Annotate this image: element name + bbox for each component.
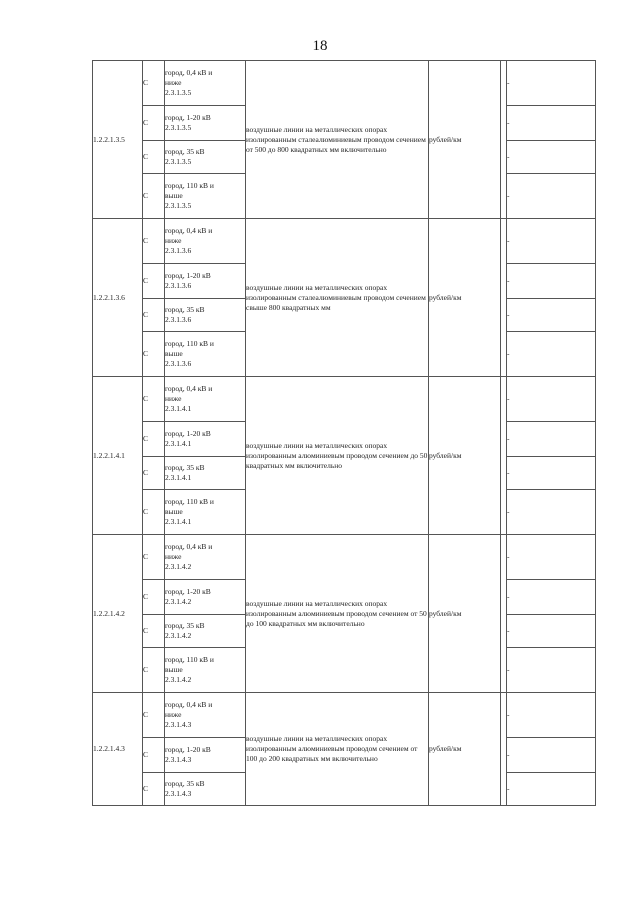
voltage-level-line: 2.3.1.3.6 <box>165 281 192 290</box>
rate-value: - <box>507 535 596 580</box>
line-description: воздушные линии на металлических опорах изолированным алюминиевым проводом сечением от 50 до 100 квадратных мм включительно <box>246 535 429 693</box>
rate-value: - <box>507 106 596 141</box>
voltage-level-line: город, 1-20 кВ <box>165 745 211 754</box>
table-row <box>93 693 596 738</box>
voltage-level-line: 2.3.1.3.5 <box>165 123 192 132</box>
line-description: воздушные линии на металлических опорах изолированным алюминиевым проводом сечением от 100 до 200 квадратных мм включительно <box>246 693 429 806</box>
line-description: воздушные линии на металлических опорах изолированным алюминиевым проводом сечением до 50 квадратных мм включительно <box>246 377 429 535</box>
table-row <box>93 61 596 106</box>
voltage-level <box>165 580 246 615</box>
rate-value: - <box>507 377 596 422</box>
category-letter: С <box>143 61 165 106</box>
category-letter: С <box>143 580 165 615</box>
voltage-level-line: 2.3.1.3.6 <box>165 359 192 368</box>
item-code: 1.2.2.1.4.3 <box>93 693 143 806</box>
voltage-level-line: 2.3.1.4.1 <box>165 404 192 413</box>
voltage-level-line: ниже <box>165 236 182 245</box>
voltage-level-line: город, 1-20 кВ <box>165 587 211 596</box>
voltage-level <box>165 490 246 535</box>
rate-value: - <box>507 422 596 457</box>
category-letter: С <box>143 457 165 490</box>
voltage-level-line: 2.3.1.4.3 <box>165 789 192 798</box>
tariff-table <box>92 60 596 806</box>
voltage-level-line: город, 35 кВ <box>165 779 205 788</box>
voltage-level <box>165 141 246 174</box>
table-row <box>93 219 596 264</box>
voltage-level <box>165 332 246 377</box>
voltage-level-line: 2.3.1.4.2 <box>165 631 192 640</box>
table-row <box>93 377 596 422</box>
voltage-level-line: город, 1-20 кВ <box>165 271 211 280</box>
rate-value: - <box>507 141 596 174</box>
unit-of-measure: рублей/км <box>429 377 501 535</box>
voltage-level-line: 2.3.1.3.5 <box>165 157 192 166</box>
category-letter: С <box>143 264 165 299</box>
voltage-level-line: город, 0,4 кВ и <box>165 226 213 235</box>
line-description: воздушные линии на металлических опорах изолированным сталеалюминиевым проводом сечением от 500 до 800 квадратных мм включительно <box>246 61 429 219</box>
category-letter: С <box>143 106 165 141</box>
rate-value: - <box>507 61 596 106</box>
voltage-level-line: 2.3.1.3.6 <box>165 315 192 324</box>
voltage-level-line: город, 0,4 кВ и <box>165 700 213 709</box>
rate-value: - <box>507 332 596 377</box>
rate-value: - <box>507 299 596 332</box>
voltage-level-line: выше <box>165 665 183 674</box>
voltage-level <box>165 174 246 219</box>
voltage-level-line: ниже <box>165 394 182 403</box>
voltage-level-line: город, 35 кВ <box>165 305 205 314</box>
voltage-level <box>165 61 246 106</box>
rate-value: - <box>507 738 596 773</box>
category-letter: С <box>143 615 165 648</box>
voltage-level-line: 2.3.1.4.1 <box>165 473 192 482</box>
voltage-level-line: город, 1-20 кВ <box>165 429 211 438</box>
voltage-level-line: город, 110 кВ и <box>165 655 214 664</box>
voltage-level-line: город, 110 кВ и <box>165 497 214 506</box>
voltage-level-line: 2.3.1.4.2 <box>165 675 192 684</box>
voltage-level <box>165 106 246 141</box>
line-description: воздушные линии на металлических опорах изолированным сталеалюминиевым проводом сечением свыше 800 квадратных мм <box>246 219 429 377</box>
category-letter: С <box>143 648 165 693</box>
rate-value: - <box>507 174 596 219</box>
page-number: 18 <box>312 38 328 54</box>
voltage-level-line: ниже <box>165 78 182 87</box>
table-row <box>93 535 596 580</box>
category-letter: С <box>143 174 165 219</box>
category-letter: С <box>143 535 165 580</box>
voltage-level <box>165 264 246 299</box>
voltage-level <box>165 299 246 332</box>
voltage-level <box>165 219 246 264</box>
item-code: 1.2.2.1.3.5 <box>93 61 143 219</box>
voltage-level-line: 2.3.1.4.2 <box>165 597 192 606</box>
category-letter: С <box>143 219 165 264</box>
voltage-level-line: 2.3.1.4.2 <box>165 562 192 571</box>
voltage-level-line: 2.3.1.3.5 <box>165 201 192 210</box>
rate-value: - <box>507 773 596 806</box>
voltage-level <box>165 773 246 806</box>
voltage-level-line: город, 35 кВ <box>165 147 205 156</box>
rate-value: - <box>507 219 596 264</box>
category-letter: С <box>143 773 165 806</box>
voltage-level <box>165 738 246 773</box>
rate-value: - <box>507 490 596 535</box>
rate-value: - <box>507 457 596 490</box>
tariff-table-body <box>93 61 596 806</box>
rate-value: - <box>507 648 596 693</box>
unit-of-measure: рублей/км <box>429 61 501 219</box>
voltage-level-line: 2.3.1.4.3 <box>165 755 192 764</box>
rate-value: - <box>507 580 596 615</box>
voltage-level-line: выше <box>165 349 183 358</box>
category-letter: С <box>143 141 165 174</box>
item-code: 1.2.2.1.4.2 <box>93 535 143 693</box>
category-letter: С <box>143 422 165 457</box>
rate-value: - <box>507 693 596 738</box>
voltage-level-line: город, 110 кВ и <box>165 181 214 190</box>
item-code: 1.2.2.1.3.6 <box>93 219 143 377</box>
voltage-level <box>165 615 246 648</box>
voltage-level-line: выше <box>165 191 183 200</box>
rate-value: - <box>507 615 596 648</box>
voltage-level-line: город, 110 кВ и <box>165 339 214 348</box>
category-letter: С <box>143 490 165 535</box>
voltage-level-line: город, 1-20 кВ <box>165 113 211 122</box>
category-letter: С <box>143 738 165 773</box>
category-letter: С <box>143 299 165 332</box>
voltage-level <box>165 648 246 693</box>
unit-of-measure: рублей/км <box>429 219 501 377</box>
voltage-level <box>165 693 246 738</box>
voltage-level-line: город, 0,4 кВ и <box>165 542 213 551</box>
item-code: 1.2.2.1.4.1 <box>93 377 143 535</box>
voltage-level-line: выше <box>165 507 183 516</box>
voltage-level <box>165 422 246 457</box>
unit-of-measure: рублей/км <box>429 535 501 693</box>
rate-value: - <box>507 264 596 299</box>
voltage-level-line: 2.3.1.4.1 <box>165 517 192 526</box>
voltage-level <box>165 377 246 422</box>
voltage-level-line: 2.3.1.4.1 <box>165 439 192 448</box>
voltage-level <box>165 535 246 580</box>
voltage-level-line: ниже <box>165 710 182 719</box>
voltage-level-line: город, 0,4 кВ и <box>165 68 213 77</box>
voltage-level-line: 2.3.1.4.3 <box>165 720 192 729</box>
voltage-level-line: 2.3.1.3.5 <box>165 88 192 97</box>
category-letter: С <box>143 332 165 377</box>
category-letter: С <box>143 693 165 738</box>
voltage-level <box>165 457 246 490</box>
voltage-level-line: 2.3.1.3.6 <box>165 246 192 255</box>
voltage-level-line: город, 35 кВ <box>165 463 205 472</box>
category-letter: С <box>143 377 165 422</box>
voltage-level-line: город, 0,4 кВ и <box>165 384 213 393</box>
voltage-level-line: город, 35 кВ <box>165 621 205 630</box>
voltage-level-line: ниже <box>165 552 182 561</box>
unit-of-measure: рублей/км <box>429 693 501 806</box>
